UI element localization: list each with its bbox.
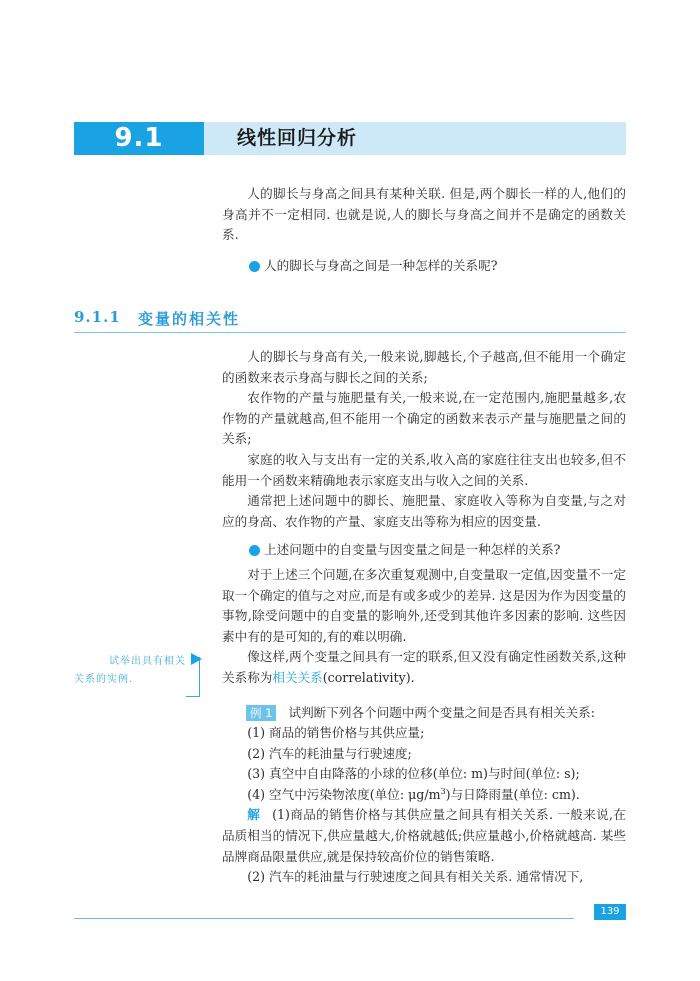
- example-item-text: (4) 空气中污染物浓度(单位: μg/m: [247, 786, 441, 802]
- example-item: (1) 商品的销售价格与其供应量;: [247, 725, 425, 741]
- example-item: (3) 真空中自由降落的小球的位移(单位: m)与时间(单位: s);: [247, 766, 580, 782]
- solution-1-text: (1)商品的销售价格与其供应量之间具有相关关系. 一般来说,在品质相当的情况下,供应量越大,价格就越低;供应量越小,价格就越高. 某些品牌商品限量供应,就是保持较高价位的销售策略.: [222, 807, 626, 864]
- paragraph-5: 对于上述三个问题,在多次重复观测中,自变量取一定值,因变量不一定取一个确定的值与之对应,而是有或多或少的差异. 这是因为作为因变量的事物,除受问题中的自变量的影响外,还受到其他许多因素的影响. 这些因素中有的是可知的,有的难以明确.: [222, 566, 626, 644]
- body-question: [222, 540, 626, 561]
- intro-question: [222, 256, 626, 277]
- paragraph-6-text: 像这样,两个变量之间具有一定的联系,但又没有确定性函数关系,这种关系称为: [222, 649, 626, 685]
- chapter-header: [74, 122, 626, 155]
- section-number: 9.1.1: [74, 308, 121, 326]
- margin-note-line-1: 试举出具有相关: [109, 656, 186, 667]
- superscript: 3: [440, 786, 446, 796]
- section-title: 变量的相关性: [138, 310, 241, 328]
- body-question-text: 上述问题中的自变量与因变量之间是一种怎样的关系?: [264, 542, 561, 558]
- example-item-tail: )与日降雨量(单位: cm).: [445, 786, 580, 802]
- example-block: [222, 703, 626, 888]
- margin-note: [74, 653, 186, 689]
- solution-label: 解: [247, 807, 261, 823]
- chapter-number: 9.1: [74, 122, 204, 155]
- paragraph-4: 通常把上述问题中的脚长、施肥量、家庭收入等称为自变量,与之对应的身高、农作物的产量、家庭支出等称为相应的因变量.: [222, 493, 626, 529]
- paragraph-6: [222, 647, 626, 688]
- flag-arrow-icon: [191, 653, 202, 665]
- page-number: 139: [594, 904, 626, 920]
- margin-note-line-2: 关系的实例.: [74, 674, 134, 685]
- paragraph-2: 农作物的产量与施肥量有关,一般来说,在一定范围内,施肥量越多,农作物的产量就越高,但不能用一个确定的函数来表示产量与施肥量之间的关系;: [222, 390, 626, 447]
- solution-1: [222, 805, 626, 867]
- intro-question-text: 人的脚长与身高之间是一种怎样的关系呢?: [264, 257, 498, 273]
- chapter-title: 线性回归分析: [237, 127, 358, 149]
- example-prompt: [222, 703, 626, 724]
- paragraph-1: 人的脚长与身高有关,一般来说,脚越长,个子越高,但不能用一个确定的函数来表示身高与脚长之间的关系;: [222, 349, 626, 385]
- example-item: (2) 汽车的耗油量与行驶速度;: [247, 745, 412, 761]
- section-heading: [74, 306, 626, 333]
- key-term: 相关关系: [272, 669, 323, 685]
- main-body: [222, 347, 626, 888]
- paragraph-6-tail: (correlativity).: [322, 669, 415, 685]
- intro-paragraph: 人的脚长与身高之间具有某种关联. 但是,两个脚长一样的人,他们的身高并不一定相同. 也就是说,人的脚长与身高之间并不是确定的函数关系.: [222, 186, 626, 243]
- footer-rule: [74, 918, 574, 919]
- example-item: [222, 785, 626, 806]
- example-prompt-text: 试判断下列各个问题中两个变量之间是否具有相关关系:: [288, 704, 595, 720]
- solution-2: (2) 汽车的耗油量与行驶速度之间具有相关关系. 通常情况下,: [247, 869, 584, 885]
- example-tag: 例 1: [246, 705, 276, 721]
- intro-block: [222, 184, 626, 276]
- bullet-dot-icon: [249, 261, 260, 272]
- paragraph-3: 家庭的收入与支出有一定的关系,收入高的家庭往往支出也较多,但不能用一个函数来精确地表示家庭支出与收入之间的关系.: [222, 451, 626, 488]
